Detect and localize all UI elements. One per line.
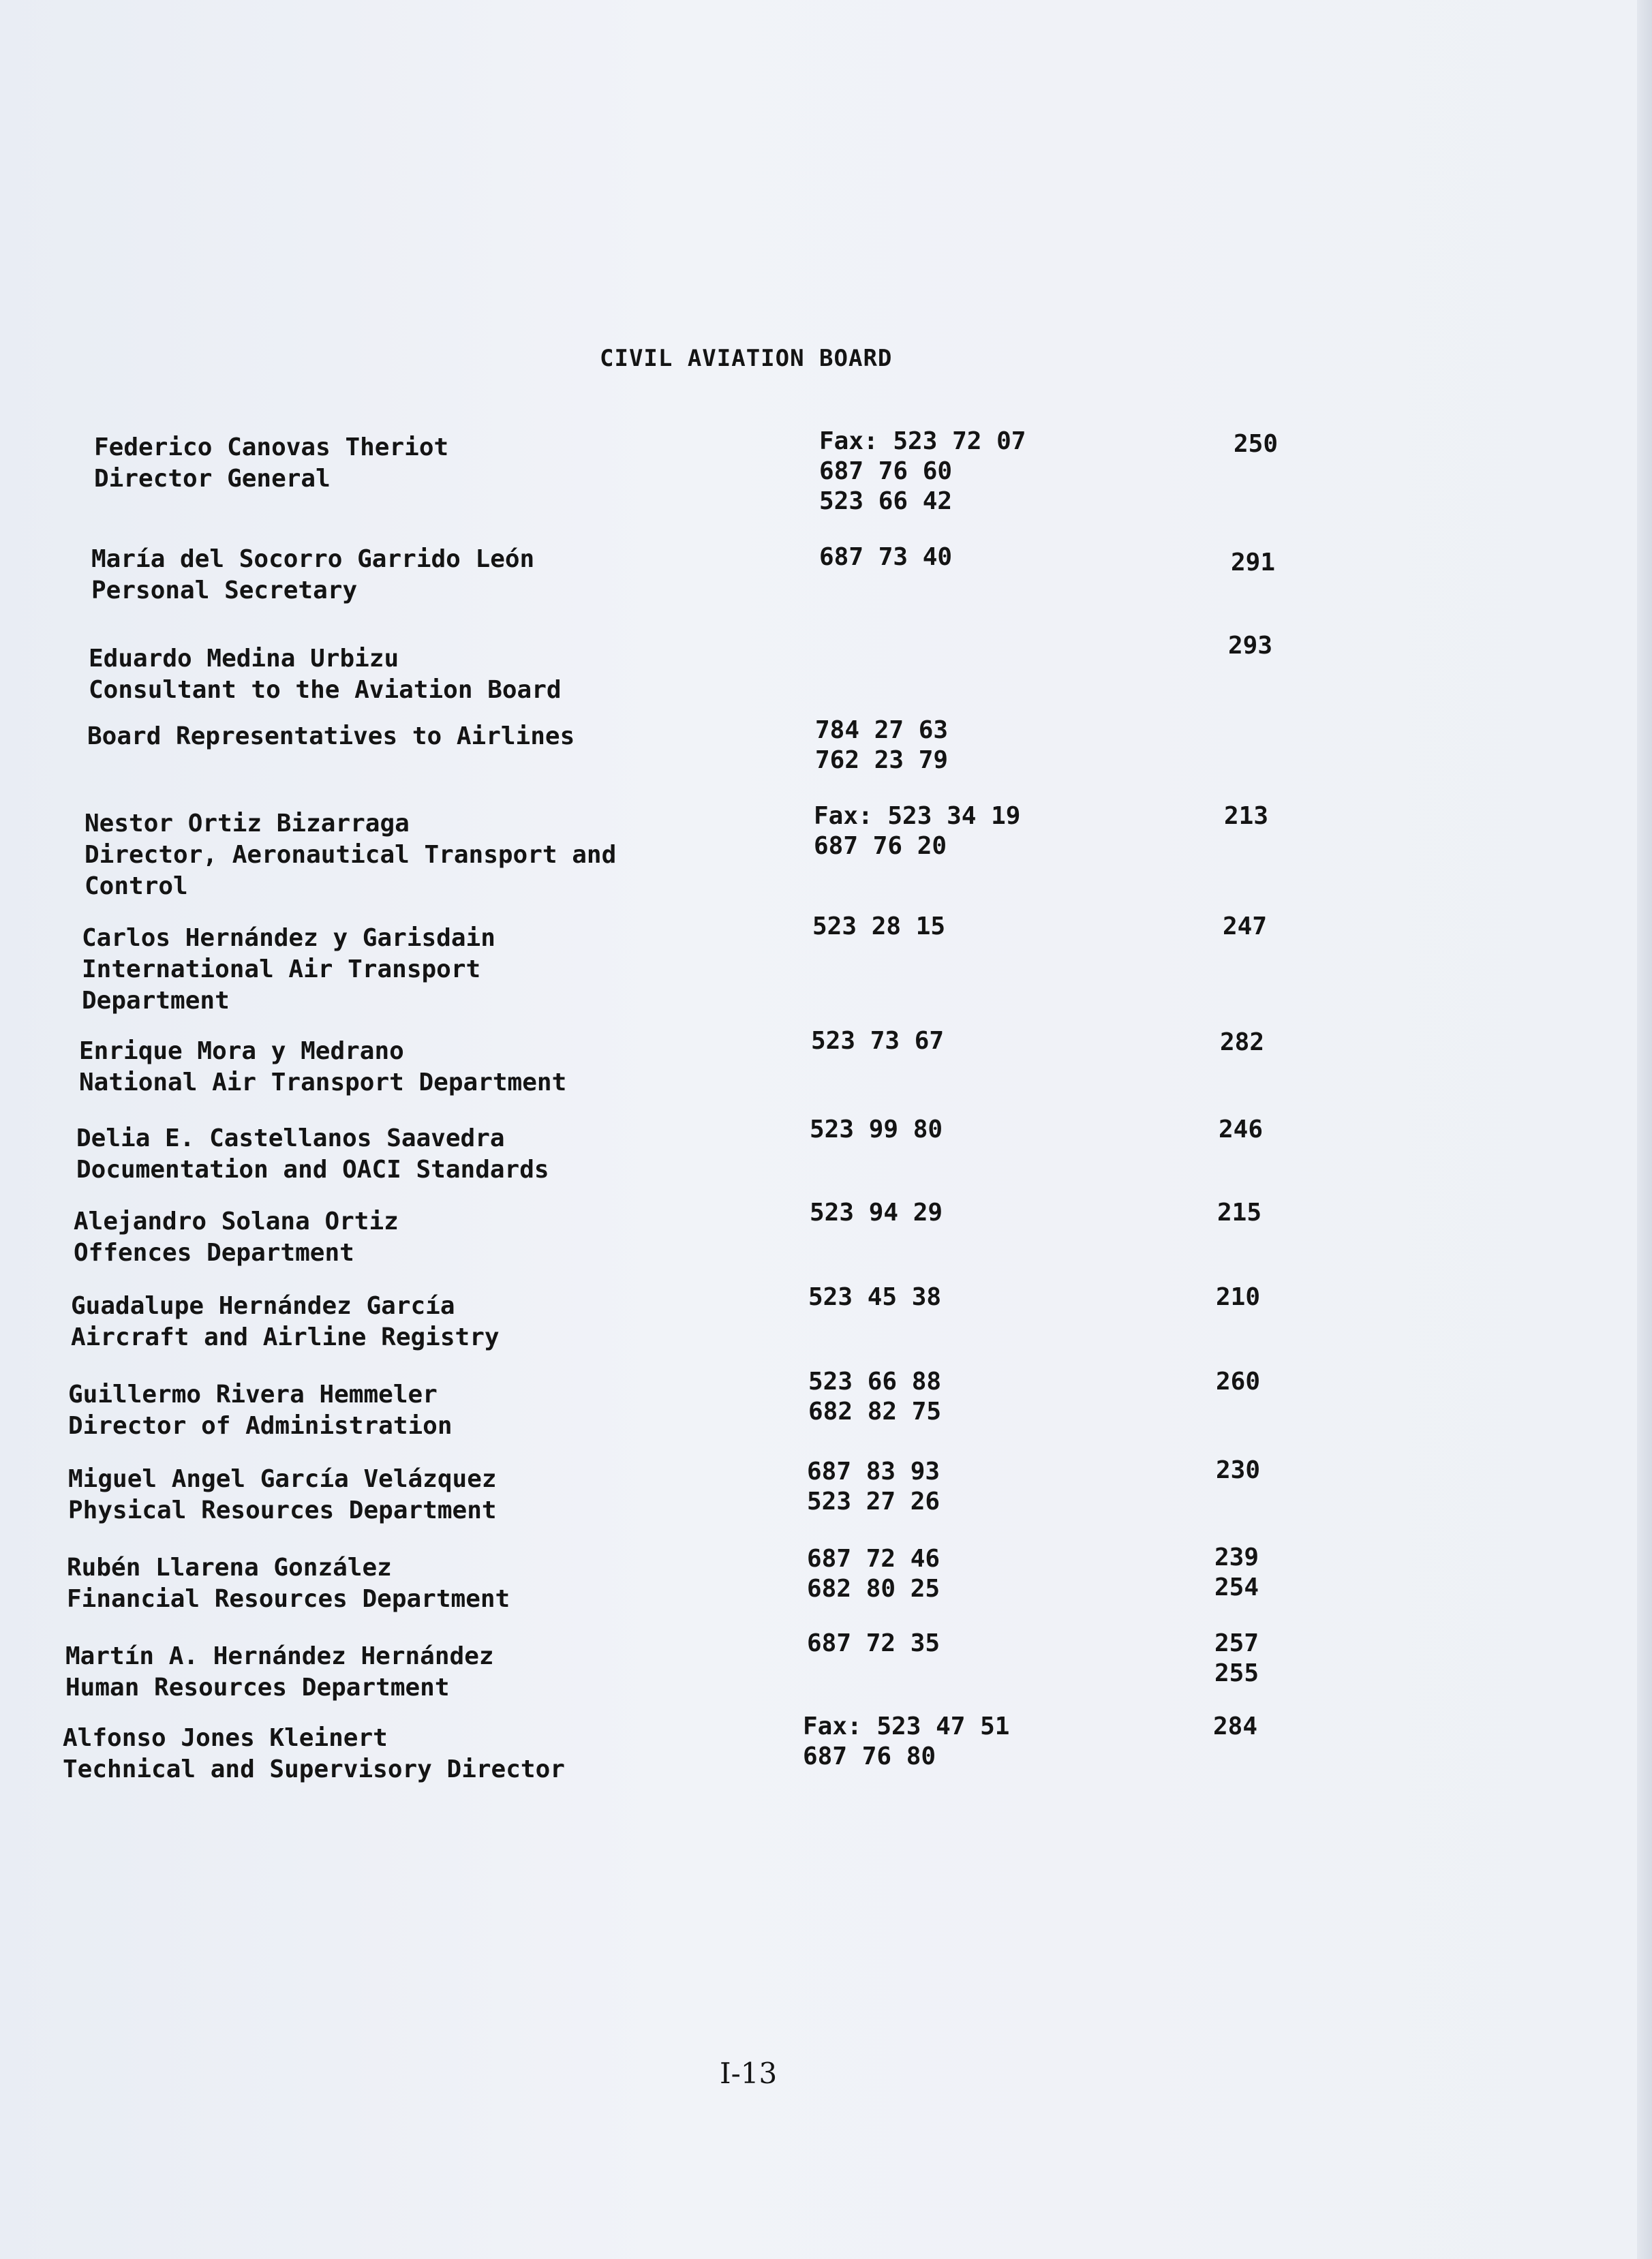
entry-name-block bbox=[65, 1641, 494, 1704]
phone-number: 687 83 93 bbox=[807, 1458, 940, 1486]
person-role: Physical Resources Department bbox=[68, 1496, 497, 1524]
extension-numbers bbox=[1223, 912, 1267, 942]
entry-name-block bbox=[87, 721, 575, 752]
person-name: Alejandro Solana Ortiz bbox=[74, 1208, 399, 1235]
extension-numbers bbox=[1216, 1456, 1260, 1486]
entry-name-block bbox=[68, 1464, 497, 1526]
extension-number: 260 bbox=[1216, 1368, 1261, 1396]
extension-numbers bbox=[1231, 548, 1275, 578]
person-role-continued: Control bbox=[85, 872, 188, 900]
extension-number: 254 bbox=[1214, 1573, 1259, 1601]
phone-number: 687 72 46 bbox=[807, 1545, 940, 1573]
extension-number: 239 bbox=[1214, 1543, 1259, 1571]
phone-number: 523 45 38 bbox=[808, 1283, 942, 1311]
extension-number: 284 bbox=[1213, 1712, 1258, 1740]
extension-number: 213 bbox=[1224, 802, 1269, 830]
phone-numbers bbox=[812, 912, 945, 942]
person-role: Technical and Supervisory Director bbox=[63, 1755, 565, 1783]
entry-name-block bbox=[76, 1123, 549, 1186]
entry-name-block bbox=[63, 1723, 565, 1785]
phone-number: Fax: 523 47 51 bbox=[803, 1712, 1010, 1740]
phone-numbers bbox=[807, 1457, 940, 1517]
person-role: National Air Transport Department bbox=[79, 1069, 567, 1096]
phone-numbers bbox=[819, 542, 952, 572]
person-name: Delia E. Castellanos Saavedra bbox=[76, 1124, 505, 1152]
entry-name-block bbox=[67, 1552, 510, 1615]
phone-number: 523 99 80 bbox=[810, 1116, 943, 1143]
page-number: I-13 bbox=[720, 2057, 778, 2090]
extension-number: 215 bbox=[1217, 1199, 1262, 1227]
person-role: Director, Aeronautical Transport and bbox=[85, 841, 617, 869]
person-name: Federico Canovas Theriot bbox=[94, 433, 449, 461]
person-name: Miguel Angel García Velázquez bbox=[68, 1465, 497, 1493]
person-role: Human Resources Department bbox=[65, 1674, 450, 1702]
person-name: Enrique Mora y Medrano bbox=[79, 1037, 404, 1065]
phone-numbers bbox=[814, 801, 1020, 861]
extension-numbers bbox=[1216, 1282, 1260, 1312]
extension-numbers bbox=[1220, 1028, 1264, 1058]
person-role: Director General bbox=[94, 465, 331, 493]
person-role: Consultant to the Aviation Board bbox=[89, 676, 562, 704]
phone-number: 682 80 25 bbox=[807, 1575, 940, 1603]
person-name: Alfonso Jones Kleinert bbox=[63, 1724, 388, 1752]
phone-number: 523 94 29 bbox=[810, 1199, 943, 1227]
phone-number: Fax: 523 72 07 bbox=[819, 427, 1026, 455]
entry-name-block bbox=[82, 923, 495, 1017]
extension-numbers bbox=[1234, 429, 1278, 459]
phone-number: 687 72 35 bbox=[807, 1629, 940, 1657]
person-role: Documentation and OACI Standards bbox=[76, 1156, 549, 1184]
entry-name-block bbox=[71, 1291, 500, 1353]
extension-number: 255 bbox=[1214, 1659, 1259, 1687]
person-name: Rubén Llarena González bbox=[67, 1554, 392, 1582]
entry-name-block bbox=[85, 808, 616, 902]
extension-number: 291 bbox=[1231, 549, 1276, 577]
phone-numbers bbox=[808, 1367, 941, 1427]
extension-number: 230 bbox=[1216, 1456, 1261, 1484]
extension-numbers bbox=[1219, 1115, 1263, 1145]
phone-numbers bbox=[815, 716, 948, 775]
extension-number: 257 bbox=[1214, 1629, 1259, 1657]
phone-numbers bbox=[807, 1544, 940, 1604]
phone-number: 762 23 79 bbox=[815, 746, 949, 774]
phone-numbers bbox=[811, 1026, 944, 1056]
entry-name-block bbox=[79, 1036, 566, 1098]
person-name: Guillermo Rivera Hemmeler bbox=[68, 1381, 438, 1409]
extension-numbers bbox=[1214, 1629, 1259, 1689]
entry-name-block bbox=[74, 1206, 399, 1269]
phone-numbers bbox=[810, 1198, 943, 1228]
phone-numbers bbox=[810, 1115, 943, 1145]
phone-number: 687 76 60 bbox=[819, 457, 953, 485]
phone-number: 687 76 20 bbox=[814, 832, 947, 860]
document-title: CIVIL AVIATION BOARD bbox=[600, 345, 893, 372]
person-role: Financial Resources Department bbox=[67, 1585, 510, 1613]
phone-number: 784 27 63 bbox=[815, 716, 949, 744]
extension-number: 250 bbox=[1234, 430, 1279, 458]
person-role: Personal Secretary bbox=[91, 577, 358, 604]
person-role: Director of Administration bbox=[68, 1412, 453, 1440]
phone-numbers bbox=[807, 1629, 940, 1659]
person-name: Board Representatives to Airlines bbox=[87, 722, 575, 750]
phone-number: 523 27 26 bbox=[807, 1488, 940, 1516]
extension-number: 246 bbox=[1219, 1116, 1264, 1143]
person-name: Carlos Hernández y Garisdain bbox=[82, 924, 495, 952]
phone-number: 687 73 40 bbox=[819, 543, 953, 571]
entry-name-block bbox=[68, 1379, 453, 1442]
person-name: Martín A. Hernández Hernández bbox=[65, 1642, 494, 1670]
extension-numbers bbox=[1214, 1543, 1259, 1603]
phone-number: 523 66 42 bbox=[819, 487, 953, 515]
extension-numbers bbox=[1216, 1367, 1260, 1397]
extension-numbers bbox=[1217, 1198, 1261, 1228]
extension-number: 293 bbox=[1228, 632, 1273, 660]
person-name: Guadalupe Hernández García bbox=[71, 1292, 455, 1320]
person-name: María del Socorro Garrido León bbox=[91, 545, 535, 573]
phone-number: 687 76 80 bbox=[803, 1742, 936, 1770]
person-name: Eduardo Medina Urbizu bbox=[89, 645, 399, 673]
person-role: Offences Department bbox=[74, 1239, 354, 1267]
entry-name-block bbox=[94, 432, 448, 495]
extension-numbers bbox=[1224, 801, 1268, 831]
entry-name-block bbox=[91, 544, 534, 606]
person-role: Aircraft and Airline Registry bbox=[71, 1323, 500, 1351]
phone-numbers bbox=[803, 1712, 1009, 1772]
person-name: Nestor Ortiz Bizarraga bbox=[85, 810, 410, 837]
extension-number: 247 bbox=[1223, 912, 1268, 940]
phone-number: 523 66 88 bbox=[808, 1368, 942, 1396]
entry-name-block bbox=[89, 643, 562, 706]
phone-number: 523 28 15 bbox=[812, 912, 946, 940]
extension-number: 210 bbox=[1216, 1283, 1261, 1311]
extension-numbers bbox=[1228, 631, 1272, 661]
phone-number: Fax: 523 34 19 bbox=[814, 802, 1021, 830]
extension-number: 282 bbox=[1220, 1028, 1265, 1056]
phone-numbers bbox=[808, 1282, 941, 1312]
phone-number: 523 73 67 bbox=[811, 1027, 945, 1055]
phone-number: 682 82 75 bbox=[808, 1398, 942, 1426]
person-role: International Air Transport bbox=[82, 955, 481, 983]
page-edge-shadow bbox=[1637, 0, 1652, 2259]
extension-numbers bbox=[1213, 1712, 1257, 1742]
phone-numbers bbox=[819, 427, 1026, 517]
person-role-continued: Department bbox=[82, 987, 230, 1015]
